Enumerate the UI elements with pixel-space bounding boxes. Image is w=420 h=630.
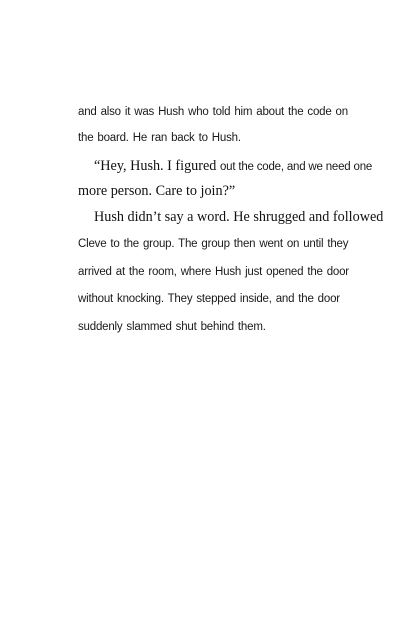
text-line: Cleve to the group. The group then went on until they <box>78 238 349 250</box>
text-line: without knocking. They stepped inside, and the door <box>78 293 340 305</box>
text-segment: out the code, and we need one <box>219 161 373 173</box>
text-line: Hush didn’t say a word. He shrugged and followed <box>94 209 384 225</box>
text-line: the board. He ran back to Hush. <box>78 132 241 144</box>
text-line: suddenly slammed shut behind them. <box>78 321 266 333</box>
text-line: and also it was Hush who told him about the code on <box>78 106 348 118</box>
text-line <box>94 158 372 174</box>
text-segment: “Hey, Hush. I figured <box>94 158 220 174</box>
text-line: arrived at the room, where Hush just opened the door <box>78 266 349 278</box>
text-line: more person. Care to join?” <box>78 183 236 199</box>
